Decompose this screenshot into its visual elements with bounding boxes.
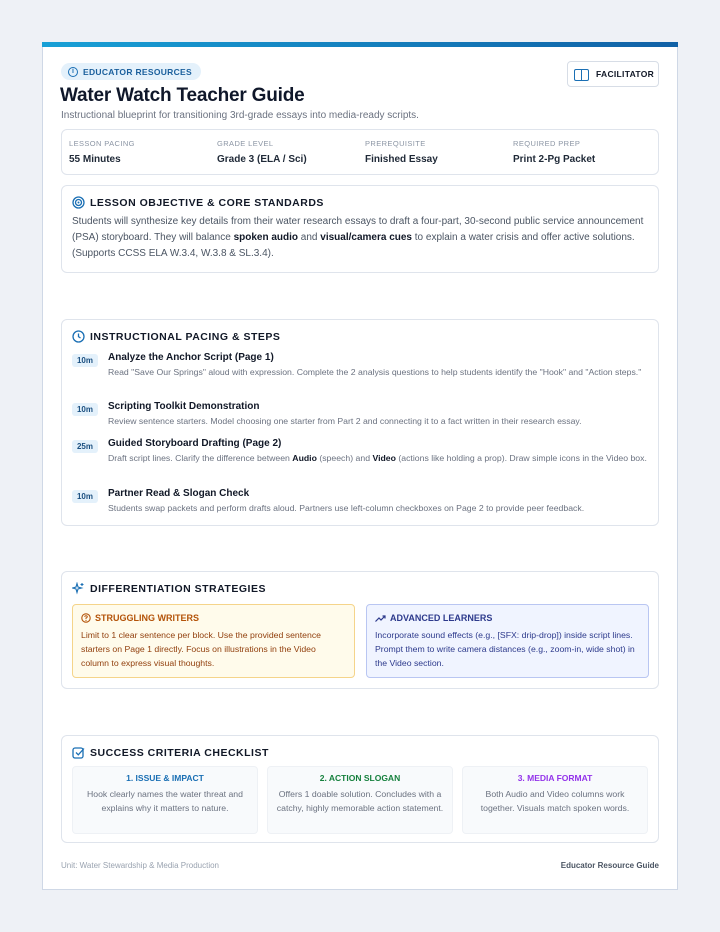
footer-unit: Unit: Water Stewardship & Media Production [61, 861, 219, 870]
top-accent-bar [42, 42, 678, 47]
page-subtitle: Instructional blueprint for transitioning 3rd-grade essays into media-ready scripts. [61, 110, 419, 121]
book-icon [574, 69, 589, 80]
criteria-heading: SUCCESS CRITERIA CHECKLIST [72, 746, 269, 759]
step-description: Read "Save Our Springs" aloud with expression. Complete the 2 analysis questions to help students identify the "Hook" and "Action steps." [108, 367, 642, 377]
meta-lesson-pacing: LESSON PACING 55 Minutes [69, 139, 135, 165]
step-title: Analyze the Anchor Script (Page 1) [108, 352, 274, 363]
step-title: Guided Storyboard Drafting (Page 2) [108, 438, 282, 449]
criteria-item: 3. MEDIA FORMAT Both Audio and Video columns work together. Visuals match spoken words. [462, 766, 648, 834]
lesson-meta-bar [61, 129, 659, 175]
step-time-badge: 10m [72, 403, 98, 416]
step-time-badge: 25m [72, 440, 98, 453]
step-title: Partner Read & Slogan Check [108, 488, 250, 499]
pacing-card [61, 319, 659, 526]
step-description: Draft script lines. Clarify the difference between Audio (speech) and Video (actions like holding a prop). Draw simple icons in the Video box. [108, 453, 647, 463]
meta-required-prep: REQUIRED PREP Print 2-Pg Packet [513, 139, 596, 165]
clock-icon [72, 330, 85, 343]
help-circle-icon [81, 613, 91, 623]
differentiation-heading: DIFFERENTIATION STRATEGIES [72, 582, 266, 595]
success-criteria-card [61, 735, 659, 843]
pacing-heading: INSTRUCTIONAL PACING & STEPS [72, 330, 280, 343]
struggling-writers-box: STRUGGLING WRITERS Limit to 1 clear sentence per block. Use the provided sentence starters on Page 1 directly. Focus on illustrations in the Video column to express visual thoughts. [72, 604, 355, 678]
meta-prerequisite: PREREQUISITE Finished Essay [365, 139, 438, 165]
info-icon: i [68, 67, 78, 77]
checkbox-icon [72, 746, 85, 759]
facilitator-button[interactable]: FACILITATOR [567, 61, 659, 87]
step-description: Students swap packets and perform drafts aloud. Partners use left-column checkboxes on Page 2 to provide peer feedback. [108, 503, 585, 513]
criteria-item: 1. ISSUE & IMPACT Hook clearly names the water threat and explains why it matters to nature. [72, 766, 258, 834]
objective-text: Students will synthesize key details from their water research essays to draft a four-part, 30-second public service announcement (PSA) storyboard. They will balance spoken audio and visual/camera cues to explain a water crisis and offer active solutions. (Supports CCSS ELA W.3.4, W.3.8 & SL.3.4). [72, 216, 644, 259]
target-icon [72, 196, 85, 209]
trending-up-icon [375, 614, 386, 623]
footer-guide: Educator Resource Guide [560, 861, 659, 870]
educator-resources-badge: i EDUCATOR RESOURCES [61, 63, 201, 80]
advanced-learners-box: ADVANCED LEARNERS Incorporate sound effects (e.g., [SFX: drip-drop]) inside script lines. Prompt them to write camera distances (e.g., zoom-in, wide shot) in the Video section. [366, 604, 649, 678]
step-time-badge: 10m [72, 490, 98, 503]
step-description: Review sentence starters. Model choosing one starter from Part 2 and connecting it to a fact written in their research essay. [108, 416, 582, 426]
differentiation-card [61, 571, 659, 689]
objective-heading: LESSON OBJECTIVE & CORE STANDARDS [72, 196, 324, 209]
meta-grade-level: GRADE LEVEL Grade 3 (ELA / Sci) [217, 139, 307, 165]
step-title: Scripting Toolkit Demonstration [108, 401, 260, 412]
step-time-badge: 10m [72, 354, 98, 367]
objective-card [61, 185, 659, 273]
criteria-item: 2. ACTION SLOGAN Offers 1 doable solution. Concludes with a catchy, highly memorable action statement. [267, 766, 453, 834]
sparkle-icon [72, 582, 85, 595]
page-title: Water Watch Teacher Guide [60, 85, 305, 106]
